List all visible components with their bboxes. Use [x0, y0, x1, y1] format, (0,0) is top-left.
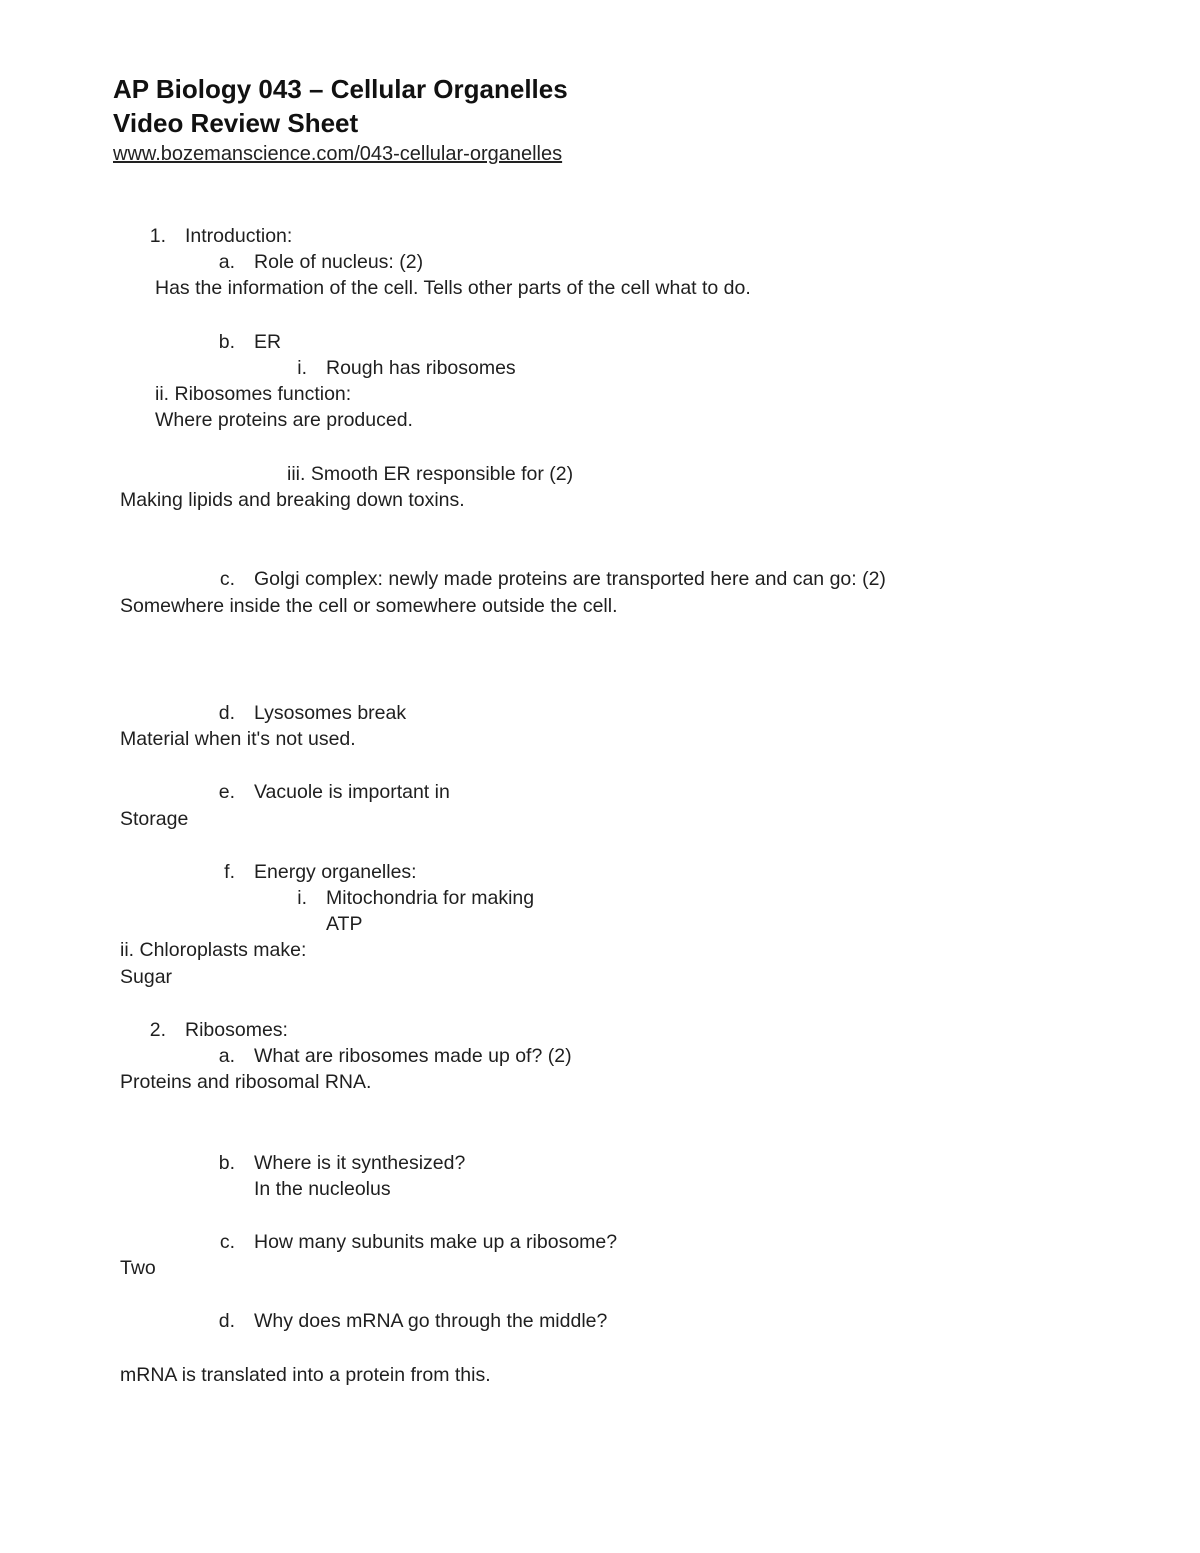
item-1f-marker: f.	[224, 861, 235, 883]
item-1b-iii-answer: Making lipids and breaking down toxins.	[120, 489, 465, 511]
item-1d-marker: d.	[218, 702, 235, 724]
item-1b-i-text: Rough has ribosomes	[326, 357, 516, 379]
item-2b-marker: b.	[218, 1152, 235, 1174]
item-2a-answer: Proteins and ribosomal RNA.	[120, 1071, 372, 1093]
item-2d-answer: mRNA is translated into a protein from this.	[120, 1364, 491, 1386]
document-subtitle: Video Review Sheet	[113, 108, 359, 138]
item-2b-answer: In the nucleolus	[254, 1178, 391, 1200]
item-2a-marker: a.	[218, 1045, 235, 1067]
item-1d-question: Lysosomes break	[254, 702, 407, 724]
item-1e-question: Vacuole is important in	[254, 781, 450, 803]
section-2-marker: 2.	[149, 1019, 166, 1041]
item-1b-i-marker: i.	[297, 357, 307, 379]
item-1a-answer: Has the information of the cell. Tells other parts of the cell what to do.	[155, 277, 751, 299]
source-url-link[interactable]: www.bozemanscience.com/043-cellular-organelles	[113, 143, 563, 165]
item-2b-question: Where is it synthesized?	[254, 1152, 466, 1174]
item-1c-marker: c.	[219, 568, 235, 590]
item-1f-i-answer: ATP	[326, 913, 363, 935]
document-title: AP Biology 043 – Cellular Organelles	[113, 74, 568, 104]
section-1-heading: Introduction:	[185, 225, 293, 247]
item-1a-question: Role of nucleus: (2)	[254, 251, 424, 273]
item-1e-answer: Storage	[120, 808, 189, 830]
item-1f-i-marker: i.	[297, 887, 307, 909]
item-1f-i-text: Mitochondria for making	[326, 887, 535, 909]
item-1e-marker: e.	[218, 781, 235, 803]
item-1b-ii-text: ii. Ribosomes function:	[155, 383, 352, 405]
item-1f-ii-answer: Sugar	[120, 966, 173, 988]
item-1b-question: ER	[254, 331, 282, 353]
item-1c-answer: Somewhere inside the cell or somewhere outside the cell.	[120, 595, 618, 617]
item-2c-question: How many subunits make up a ribosome?	[254, 1231, 618, 1253]
item-1b-iii-text: iii. Smooth ER responsible for (2)	[287, 463, 574, 485]
item-2c-answer: Two	[120, 1257, 156, 1279]
item-2c-marker: c.	[219, 1231, 235, 1253]
item-1a-marker: a.	[218, 251, 235, 273]
item-1d-answer: Material when it's not used.	[120, 728, 356, 750]
item-1b-ii-answer: Where proteins are produced.	[155, 409, 413, 431]
item-2d-question: Why does mRNA go through the middle?	[254, 1310, 608, 1332]
item-2a-question: What are ribosomes made up of? (2)	[254, 1045, 572, 1067]
section-2-heading: Ribosomes:	[185, 1019, 288, 1041]
section-1-marker: 1.	[149, 225, 166, 247]
item-1f-ii-text: ii. Chloroplasts make:	[120, 939, 307, 961]
item-1c-question: Golgi complex: newly made proteins are transported here and can go: (2)	[254, 568, 886, 590]
item-2d-marker: d.	[218, 1310, 235, 1332]
item-1b-marker: b.	[218, 331, 235, 353]
item-1f-question: Energy organelles:	[254, 861, 417, 883]
